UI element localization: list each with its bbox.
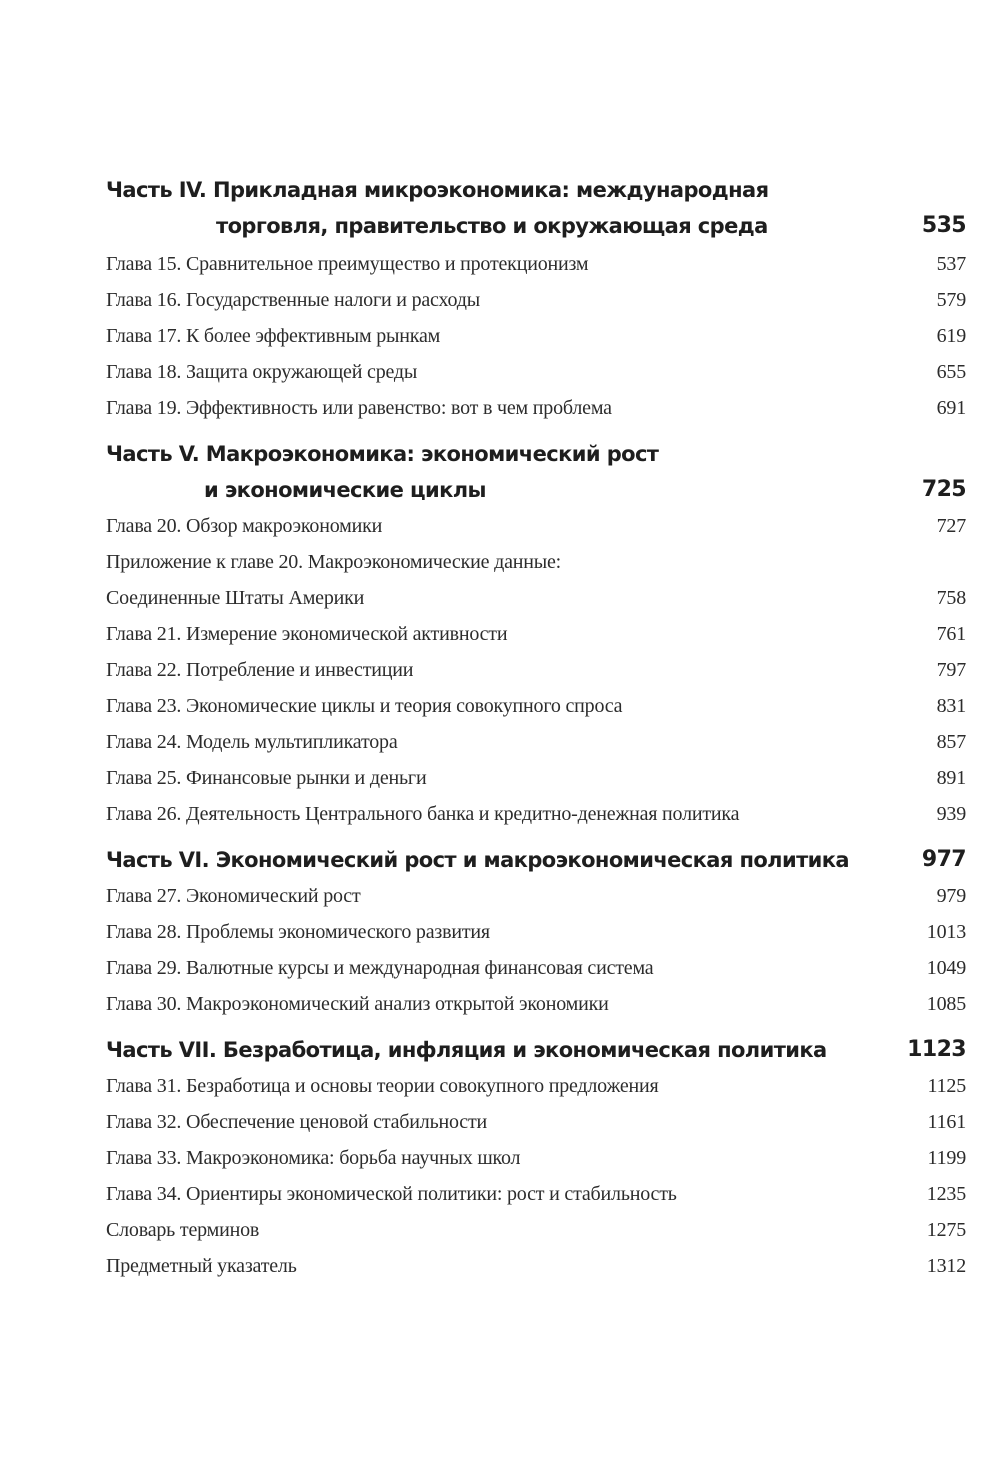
- toc-part-vii: [106, 1032, 966, 1068]
- toc-entry: [106, 318, 966, 354]
- toc-part-iv: [106, 172, 966, 244]
- part-title-line: Часть VII. Безработица, инфляция и экономическая политика: [106, 1038, 827, 1062]
- entry-page-number: 891: [936, 767, 966, 789]
- toc-entry: [106, 724, 966, 760]
- part-page-number: 535: [921, 213, 966, 238]
- entry-page-number: 619: [936, 325, 966, 347]
- entry-page-number: 655: [936, 361, 966, 383]
- toc-entry: [106, 508, 966, 544]
- entry-title: Глава 28. Проблемы экономического развития: [106, 921, 490, 943]
- entry-page-number: 1275: [926, 1219, 966, 1241]
- entry-title: Глава 33. Макроэкономика: борьба научных школ: [106, 1147, 521, 1169]
- entry-page-number: 857: [936, 731, 966, 753]
- toc-entry: [106, 914, 966, 950]
- entry-title: Глава 26. Деятельность Центрального банка и кредитно-денежная политика: [106, 803, 740, 825]
- toc-entry-glossary: [106, 1212, 966, 1248]
- toc-entry: [106, 246, 966, 282]
- entry-page-number: 1199: [927, 1147, 966, 1169]
- entry-title: Глава 34. Ориентиры экономической политики: рост и стабильность: [106, 1183, 677, 1205]
- entry-page-number: 1125: [927, 1075, 966, 1097]
- entry-title: Глава 29. Валютные курсы и международная финансовая система: [106, 957, 654, 979]
- table-of-contents: [106, 172, 966, 1284]
- entry-title: Глава 15. Сравнительное преимущество и протекционизм: [106, 253, 589, 275]
- entry-title: Глава 16. Государственные налоги и расходы: [106, 289, 480, 311]
- entry-title-continued: Соединенные Штаты Америки: [106, 587, 365, 609]
- toc-entry: [106, 390, 966, 426]
- toc-entry: [106, 354, 966, 390]
- entry-title: Глава 19. Эффективность или равенство: вот в чем проблема: [106, 397, 612, 419]
- toc-entry: [106, 1176, 966, 1212]
- toc-entry: [106, 616, 966, 652]
- toc-entry: [106, 1140, 966, 1176]
- entry-page-number: 537: [936, 253, 966, 275]
- entry-page-number: 691: [936, 397, 966, 419]
- part-title-line: Часть VI. Экономический рост и макроэкономическая политика: [106, 848, 849, 872]
- toc-entry-appendix: [106, 544, 966, 616]
- entry-title: Глава 27. Экономический рост: [106, 885, 361, 907]
- toc-entry: [106, 950, 966, 986]
- toc-part-v: [106, 436, 966, 508]
- entry-title: Глава 17. К более эффективным рынкам: [106, 325, 441, 347]
- entry-page-number: 758: [936, 587, 966, 609]
- entry-page-number: 727: [936, 515, 966, 537]
- entry-page-number: 797: [936, 659, 966, 681]
- toc-entry: [106, 652, 966, 688]
- part-title-line: Часть IV. Прикладная микроэкономика: международная: [106, 178, 769, 202]
- toc-entry: [106, 688, 966, 724]
- entry-page-number: 1312: [926, 1255, 966, 1277]
- entry-title: Глава 31. Безработица и основы теории совокупного предложения: [106, 1075, 659, 1097]
- entry-page-number: 979: [936, 885, 966, 907]
- toc-entry: [106, 282, 966, 318]
- entry-title: Глава 23. Экономические циклы и теория совокупного спроса: [106, 695, 623, 717]
- entry-page-number: 761: [936, 623, 966, 645]
- entry-title: Глава 20. Обзор макроэкономики: [106, 515, 383, 537]
- entry-page-number: 831: [936, 695, 966, 717]
- entry-page-number: 579: [936, 289, 966, 311]
- entry-title: Глава 24. Модель мультипликатора: [106, 731, 398, 753]
- entry-page-number: 1235: [926, 1183, 966, 1205]
- toc-entry: [106, 796, 966, 832]
- entry-title: Глава 18. Защита окружающей среды: [106, 361, 418, 383]
- spacer: [106, 832, 966, 842]
- part-title-line: Часть V. Макроэкономика: экономический рост: [106, 442, 659, 466]
- entry-page-number: 1085: [926, 993, 966, 1015]
- part-page-number: 977: [921, 847, 966, 872]
- toc-entry: [106, 1104, 966, 1140]
- toc-entry: [106, 878, 966, 914]
- entry-page-number: 1049: [926, 957, 966, 979]
- entry-page-number: 1161: [927, 1111, 966, 1133]
- toc-entry-index: [106, 1248, 966, 1284]
- part-title-line: и экономические циклы: [204, 478, 486, 502]
- entry-title: Глава 25. Финансовые рынки и деньги: [106, 767, 427, 789]
- part-page-number: 1123: [907, 1037, 966, 1062]
- toc-entry: [106, 1068, 966, 1104]
- entry-title: Приложение к главе 20. Макроэкономические данные:: [106, 551, 562, 573]
- toc-part-vi: [106, 842, 966, 878]
- entry-title: Глава 30. Макроэкономический анализ открытой экономики: [106, 993, 609, 1015]
- toc-entry: [106, 760, 966, 796]
- entry-page-number: 1013: [926, 921, 966, 943]
- entry-title: Глава 22. Потребление и инвестиции: [106, 659, 414, 681]
- spacer: [106, 1022, 966, 1032]
- spacer: [106, 426, 966, 436]
- entry-page-number: 939: [936, 803, 966, 825]
- entry-title: Глава 32. Обеспечение ценовой стабильности: [106, 1111, 488, 1133]
- part-page-number: 725: [921, 477, 966, 502]
- part-title-line: торговля, правительство и окружающая среда: [216, 214, 768, 238]
- entry-title: Предметный указатель: [106, 1255, 297, 1277]
- entry-title: Глава 21. Измерение экономической активности: [106, 623, 508, 645]
- toc-entry: [106, 986, 966, 1022]
- entry-title: Словарь терминов: [106, 1219, 260, 1241]
